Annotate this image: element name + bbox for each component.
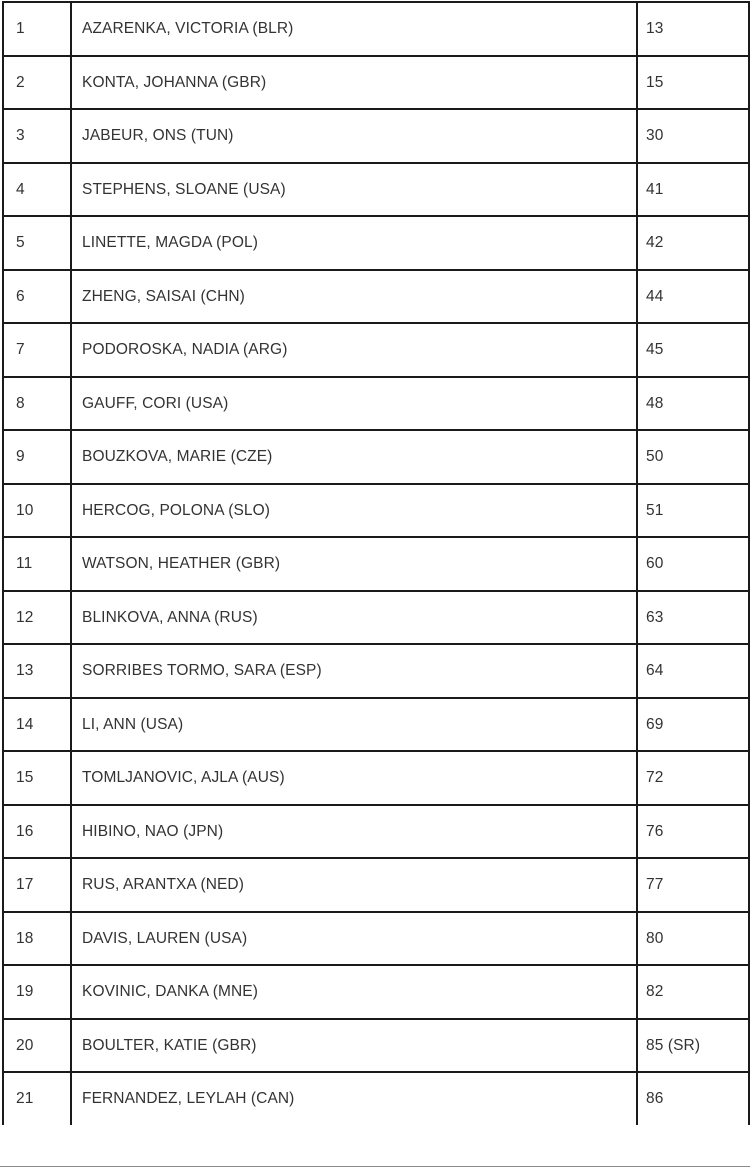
ranking-value-cell: 64 [637,644,749,698]
ranking-value-cell: 51 [637,484,749,538]
ranking-value-cell: 15 [637,56,749,110]
rank-cell: 16 [3,805,71,859]
rank-cell: 15 [3,751,71,805]
rank-cell: 11 [3,537,71,591]
rank-cell: 12 [3,591,71,645]
ranking-value-cell: 77 [637,858,749,912]
player-name-cell: BOUZKOVA, MARIE (CZE) [71,430,637,484]
player-name-cell: STEPHENS, SLOANE (USA) [71,163,637,217]
table-row [3,644,749,698]
player-name-cell: PODOROSKA, NADIA (ARG) [71,323,637,377]
rank-cell: 7 [3,323,71,377]
ranking-value-cell: 50 [637,430,749,484]
rank-cell: 2 [3,56,71,110]
rank-cell: 14 [3,698,71,752]
player-name-cell: AZARENKA, VICTORIA (BLR) [71,2,637,56]
table-row [3,698,749,752]
player-name-cell: DAVIS, LAUREN (USA) [71,912,637,966]
player-name-cell: SORRIBES TORMO, SARA (ESP) [71,644,637,698]
ranking-value-cell: 60 [637,537,749,591]
player-name-cell: ZHENG, SAISAI (CHN) [71,270,637,324]
ranking-value-cell: 85 (SR) [637,1019,749,1073]
ranking-value-cell: 72 [637,751,749,805]
player-name-cell: RUS, ARANTXA (NED) [71,858,637,912]
ranking-value-cell: 41 [637,163,749,217]
player-ranking-table [2,1,750,1125]
rank-cell: 3 [3,109,71,163]
table-row [3,537,749,591]
player-name-cell: KONTA, JOHANNA (GBR) [71,56,637,110]
table-row [3,912,749,966]
table-row [3,1019,749,1073]
table-body [3,2,749,1125]
table-row [3,965,749,1019]
table-row [3,430,749,484]
player-name-cell: JABEUR, ONS (TUN) [71,109,637,163]
table-row [3,2,749,56]
rank-cell: 17 [3,858,71,912]
table-row [3,805,749,859]
player-name-cell: BOULTER, KATIE (GBR) [71,1019,637,1073]
rank-cell: 1 [3,2,71,56]
player-name-cell: BLINKOVA, ANNA (RUS) [71,591,637,645]
rank-cell: 9 [3,430,71,484]
ranking-value-cell: 82 [637,965,749,1019]
player-name-cell: LI, ANN (USA) [71,698,637,752]
ranking-value-cell: 30 [637,109,749,163]
rank-cell: 18 [3,912,71,966]
table-row [3,109,749,163]
table-row [3,484,749,538]
ranking-value-cell: 44 [637,270,749,324]
ranking-value-cell: 48 [637,377,749,431]
bottom-divider [0,1166,750,1167]
rank-cell: 21 [3,1072,71,1125]
player-name-cell: LINETTE, MAGDA (POL) [71,216,637,270]
table-row [3,56,749,110]
rank-cell: 19 [3,965,71,1019]
table-row [3,163,749,217]
ranking-value-cell: 42 [637,216,749,270]
ranking-value-cell: 76 [637,805,749,859]
rank-cell: 5 [3,216,71,270]
player-name-cell: TOMLJANOVIC, AJLA (AUS) [71,751,637,805]
ranking-value-cell: 63 [637,591,749,645]
table-row [3,270,749,324]
table-row [3,216,749,270]
table-row [3,751,749,805]
rank-cell: 8 [3,377,71,431]
table-row [3,377,749,431]
player-table-container [2,1,748,1125]
ranking-value-cell: 13 [637,2,749,56]
rank-cell: 6 [3,270,71,324]
rank-cell: 10 [3,484,71,538]
rank-cell: 13 [3,644,71,698]
table-row [3,1072,749,1125]
player-name-cell: HIBINO, NAO (JPN) [71,805,637,859]
rank-cell: 20 [3,1019,71,1073]
rank-cell: 4 [3,163,71,217]
player-name-cell: KOVINIC, DANKA (MNE) [71,965,637,1019]
player-name-cell: HERCOG, POLONA (SLO) [71,484,637,538]
player-name-cell: FERNANDEZ, LEYLAH (CAN) [71,1072,637,1125]
player-name-cell: WATSON, HEATHER (GBR) [71,537,637,591]
ranking-value-cell: 69 [637,698,749,752]
ranking-value-cell: 80 [637,912,749,966]
ranking-value-cell: 45 [637,323,749,377]
table-row [3,591,749,645]
table-row [3,323,749,377]
ranking-value-cell: 86 [637,1072,749,1125]
player-name-cell: GAUFF, CORI (USA) [71,377,637,431]
table-row [3,858,749,912]
